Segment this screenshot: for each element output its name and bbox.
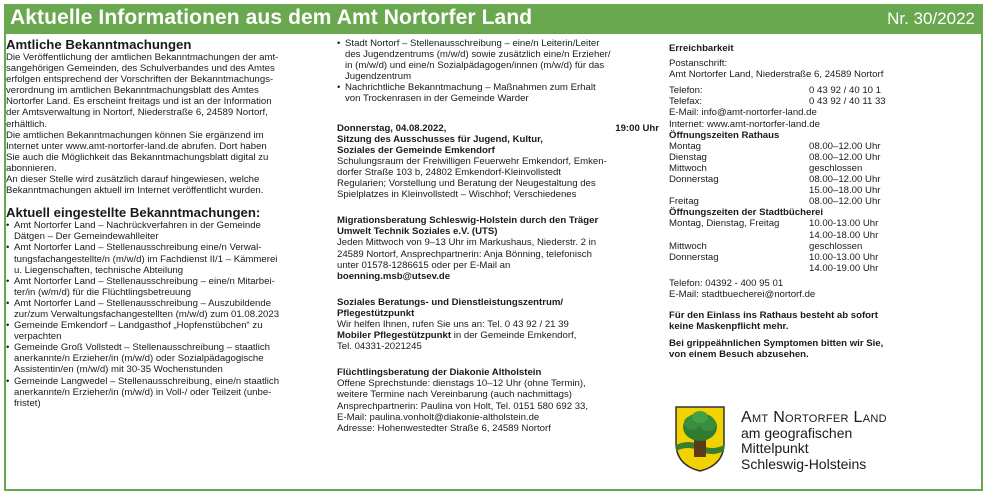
official-notices-para-2: Die amtlichen Bekanntmachungen können Sie ergänzend im Internet unter www.amt-nortorfer-land.de abrufen. Dort haben Sie auch die Möglichkeit das Bekanntmachungsblatt digital zu abonnieren. <box>6 129 269 174</box>
list-item: • Amt Nortorfer Land – Nachrückverfahren in der Gemeinde Dätgen – Der Gemeindewahlleiter <box>6 220 329 242</box>
postal-address: Amt Nortorfer Land, Niederstraße 6, 24589 Nortorf <box>669 69 884 81</box>
hours-time: 08.00–12.00 Uhr 15.00–18.00 Uhr <box>809 174 881 197</box>
hours-time: geschlossen <box>809 162 863 174</box>
list-item: • Amt Nortorfer Land – Stellenausschreibung – eine/n Mitarbei- ter/in (w/m/d) für die Flüchtlingsbetreuung <box>6 276 329 298</box>
hours-day: Donnerstag <box>669 174 719 186</box>
issue-number: Nr. 30/2022 <box>887 9 975 28</box>
migration-email: boenning.msb@utsev.de <box>337 270 451 282</box>
refugee-counsel-text: Offene Sprechstunde: dienstags 10–12 Uhr (ohne Termin), weitere Termine nach Vereinbarung (auch nachmittags) Ansprechpartnerin: Paulina von Holt, Tel. 0151 580 692 33, E-Mail: paulina.vonholt@diakonie-altholstein.de Adresse: Hohenwestedter Straße 6, 24589 Nortorf <box>337 378 589 434</box>
hours-day: Dienstag <box>669 151 707 163</box>
reachability-title: Erreichbarkeit <box>669 43 734 54</box>
list-item: • Gemeinde Groß Vollstedt – Stellenausschreibung – staatlich anerkannte/n Erzieher/in (m/w/d) oder Sozialpädagogische Assistentin/en (m/w/d) mit 30-35 Wochenstunden <box>6 342 329 375</box>
hours-day: Mittwoch <box>669 162 707 174</box>
official-notices-para-3: An dieser Stelle wird zusätzlich darauf hingewiesen, welche Bekanntmachungen aktuell im Internet veröffentlicht wurden. <box>6 174 264 197</box>
header-banner <box>4 4 983 34</box>
hours-day: Montag <box>669 140 701 152</box>
column-right <box>669 38 983 360</box>
logo-tagline-2: Mittelpunkt <box>741 440 809 456</box>
refugee-counsel-title: Flüchtlingsberatung der Diakonie Altholstein <box>337 367 542 379</box>
mobile-care-line <box>337 330 659 341</box>
current-notices-list <box>6 220 329 409</box>
event-time: 19:00 Uhr <box>615 122 659 134</box>
postal-label: Postanschrift: <box>669 58 728 70</box>
hours-time: 08.00–12.00 Uhr <box>809 196 881 208</box>
fax-value: 0 43 92 / 40 11 33 <box>809 96 886 108</box>
page-title: Aktuelle Informationen aus dem Amt Nortorfer Land <box>10 6 533 29</box>
social-center-text: Wir helfen Ihnen, rufen Sie uns an: Tel. 0 43 92 / 21 39 <box>337 318 569 330</box>
list-item: • Amt Nortorfer Land – Stellenausschreibung eine/n Verwal- tungsfachangestellte/n (m/w/d) im Fachdienst II/1 – Kämmerei u. Liegenschaften, technische Abteilung <box>6 242 329 275</box>
town-hall-hours <box>669 141 983 208</box>
event-text: Schulungsraum der Freiwilligen Feuerwehr Emkendorf, Emken- dorfer Straße 103 b, 24802 Emkendorf-Kleinvollstedt Regularien; Vorstellung und Beratung der Neugestaltung des Spielplatzes in Kleinvollstedt – Wischhof; Verschiedenes <box>337 155 607 201</box>
phone-value: 0 43 92 / 40 10 1 <box>809 85 882 97</box>
mobile-care-rest: in der Gemeinde Emkendorf, <box>451 330 577 342</box>
library-email: E-Mail: stadtbuecherei@nortorf.de <box>669 288 816 300</box>
logo-tagline-1: am geografischen <box>741 424 853 441</box>
social-center-title: Soziales Beratungs- und Dienstleistungszentrum/ Pflegestützpunkt <box>337 296 564 319</box>
library-phone: Telefon: 04392 - 400 95 01 <box>669 277 784 289</box>
hours-day: Montag, Dienstag, Freitag <box>669 218 780 230</box>
coat-of-arms-logo <box>674 405 726 473</box>
logo-name: Amt Nortorfer Land <box>741 409 887 426</box>
fax-label: Telefax: <box>669 96 703 108</box>
hours-day: Mittwoch <box>669 240 707 252</box>
event-date: Donnerstag, 04.08.2022, <box>337 122 447 134</box>
hours-day: Donnerstag <box>669 251 719 263</box>
mask-notice: Für den Einlass ins Rathaus besteht ab sofort keine Maskenpflicht mehr. <box>669 310 878 333</box>
hours-day: Freitag <box>669 196 699 208</box>
section-title-current-notices: Aktuell eingestellte Bekanntmachungen: <box>6 205 261 221</box>
hours-time: 10.00-13.00 Uhr 14.00-18.00 Uhr <box>809 218 879 241</box>
hours-time: 08.00–12.00 Uhr <box>809 140 881 152</box>
list-item: • Amt Nortorfer Land – Stellenausschreibung – Auszubildende zur/zum Verwaltungsfachangestellten (m/w/d) zum 01.08.2023 <box>6 298 329 320</box>
event-title: Sitzung des Ausschusses für Jugend, Kultur, Soziales der Gemeinde Emkendorf <box>337 133 543 156</box>
hours-time: geschlossen <box>809 240 863 252</box>
column-left <box>6 38 329 409</box>
migration-text: Jeden Mittwoch von 9–13 Uhr im Markushaus, Niederstr. 2 in 24589 Nortorf, Ansprechpartnerin: Anja Bönning, telefonisch unter 01578-1286615 oder per E-Mail an <box>337 237 597 271</box>
mobile-care-phone: Tel. 04331-2021245 <box>337 341 422 353</box>
list-item: • Nachrichtliche Bekanntmachung – Maßnahmen zum Erhalt von Trockenrasen in der Gemeinde Warder <box>337 82 659 104</box>
hours-time: 08.00–12.00 Uhr <box>809 151 881 163</box>
library-hours-title: Öffnungszeiten der Stadtbücherei <box>669 207 824 219</box>
list-item: • Gemeinde Emkendorf – Landgasthof „Hopfenstübchen“ zu verpachten <box>6 320 329 342</box>
event-header <box>337 123 659 134</box>
hours-time: 10.00-13.00 Uhr 14.00-19.00 Uhr <box>809 251 879 274</box>
symptom-notice: Bei grippeähnlichen Symptomen bitten wir Sie, von einem Besuch abzusehen. <box>669 338 884 361</box>
migration-title: Migrationsberatung Schleswig-Holstein durch den Träger Umwelt Technik Soziales e.V. (UTS) <box>337 215 599 238</box>
section-title-official-notices: Amtliche Bekanntmachungen <box>6 37 192 52</box>
internet-line: Internet: www.amt-nortorfer-land.de <box>669 118 820 130</box>
phone-label: Telefon: <box>669 85 703 97</box>
logo-tagline-3: Schleswig-Holsteins <box>741 455 867 472</box>
email-line: E-Mail: info@amt-nortorfer-land.de <box>669 107 817 119</box>
logo-text <box>741 410 887 472</box>
contact-numbers <box>669 85 983 107</box>
town-hall-hours-title: Öffnungszeiten Rathaus <box>669 129 780 141</box>
current-notices-list-continued <box>337 38 659 105</box>
list-item: • Gemeinde Langwedel – Stellenausschreibung, eine/n staatlich anerkannte/n Erzieher/in (m/w/d) in Voll-/ oder Teilzeit (unbe- fristet) <box>6 376 329 409</box>
list-item: • Stadt Nortorf – Stellenausschreibung – eine/n Leiterin/Leiter des Jugendzentrums (m/w/d) sowie zusätzlich eine/n Erzieher/ in (m/w/d) und eine/n Sozialpädagogen/innen (m/w/d) für das Jugendzentrum <box>337 38 659 82</box>
column-middle <box>337 38 659 434</box>
mobile-care-label: Mobiler Pflegestützpunkt <box>337 330 452 342</box>
official-notices-para-1: Die Veröffentlichung der amtlichen Bekanntmachungen der amt- sangehörigen Gemeinden, des Schulverbandes und des Amtes erfolgen entsprechend der Vorschriften der Bekanntmachungs- verordnung im amtlichen Bekanntmachungsblatt des Amtes Nortorfer Land. Es erscheint freitags und ist an der Information der Amtsverwaltung in Nortorf, Niederstraße 6, 24589 Nortorf, erhältlich. <box>6 52 279 130</box>
library-hours <box>669 218 983 273</box>
